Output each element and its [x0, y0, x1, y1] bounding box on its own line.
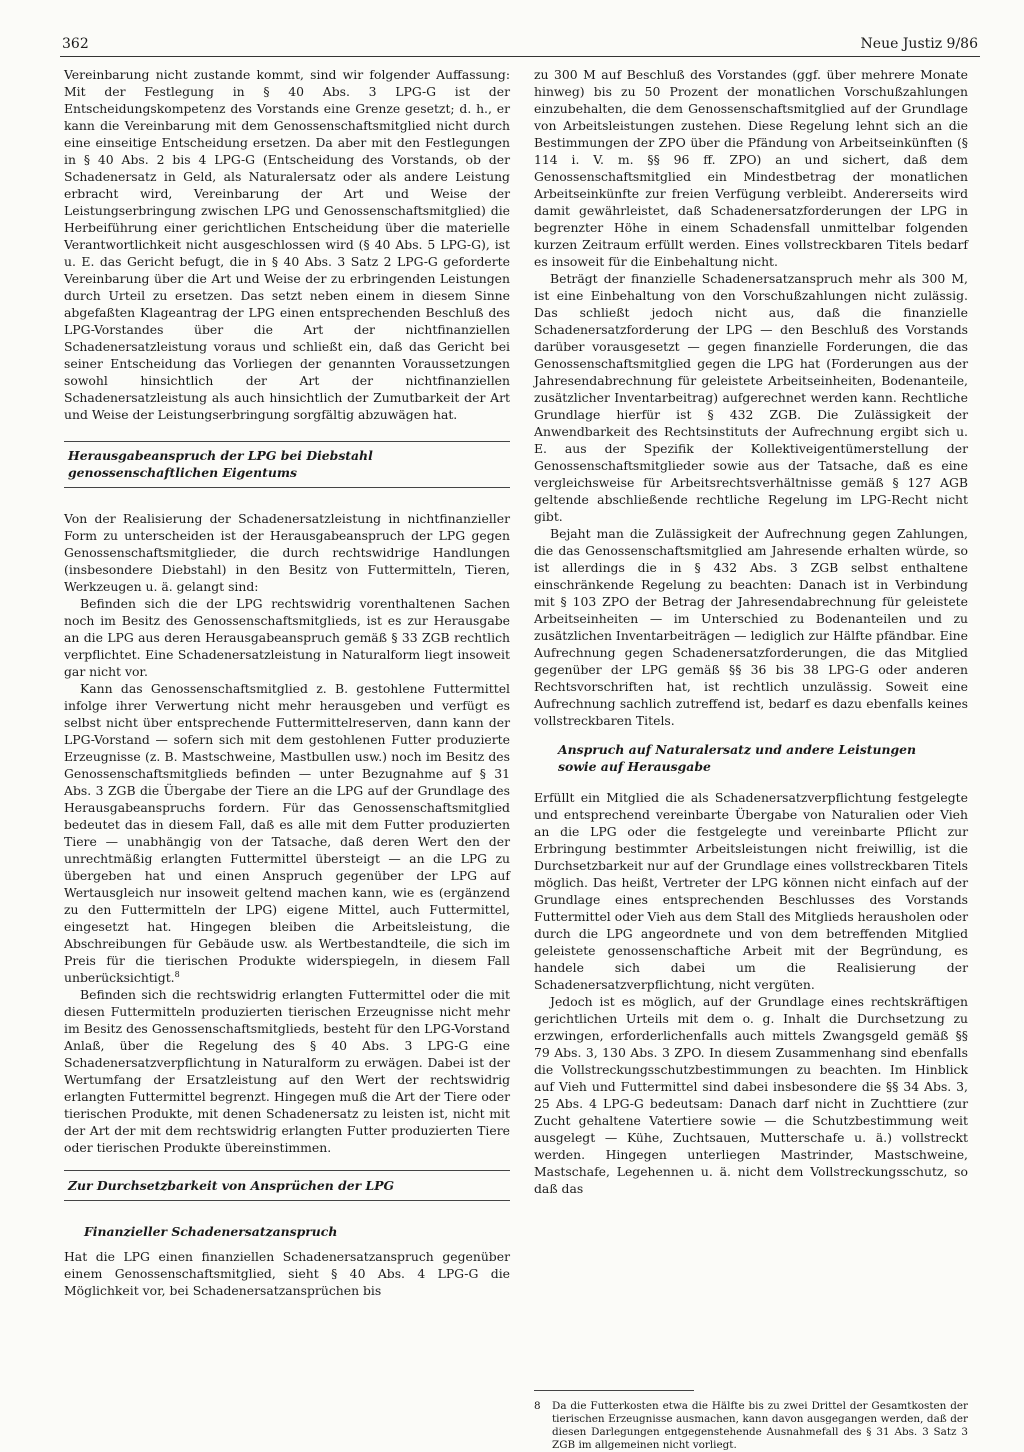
left-column	[64, 66, 510, 1299]
paragraph-text: Kann das Genossenschaftsmitglied z. B. gestohlene Futtermittel infolge ihrer Verwertung nicht mehr herausgeben und verfügt es selbst nicht über entsprechende Futtermittelreserven, dann kann der LPG-Vorstand — sofern sich mit dem gestohlenen Futter produzierte Erzeugnisse (z. B. Mastschweine, Mastbullen usw.) noch im Besitz des Genossenschaftsmitglieds befinden — unter Bezugnahme auf § 31 Abs. 3 ZGB die Übergabe der Tiere an die LPG auf der Grundlage des Herausgabeanspruchs fordern. Für das Genossenschaftsmitglied bedeutet das in diesem Fall, daß es alle mit dem Futter produzierten Tiere — unabhängig von der Tatsache, daß deren Wert den der unrechtmäßig erlangten Futtermittel übersteigt — an die LPG zu übergeben hat und einen Anspruch gegenüber der LPG auf Wertausgleich nur insoweit geltend machen kann, wie es (ergänzend zu den Futtermitteln der LPG) eigene Mittel, auch Futtermittel, eingesetzt hat. Hingegen bleiben die Arbeitsleistung, die Abschreibungen für Gebäude usw. als Wertbestandteile, die sich im Preis für die tierischen Produkte widerspiegeln, in diesem Fall unberücksichtigt.	[64, 681, 510, 985]
paragraph: zu 300 M auf Beschluß des Vorstandes (ggf. über mehrere Monate hinweg) bis zu 50 Prozent der monatlichen Vorschußzahlungen einzubehalten, die dem Genossenschaftsmitglied auf der Grundlage von Arbeitsleistungen zustehen. Diese Regelung lehnt sich an die Bestimmungen der ZPO über die Pfändung von Arbeitseinkünften (§ 114 i. V. m. §§ 96 ff. ZPO) an und sichert, daß dem Genossenschaftsmitglied ein Mindestbetrag der monatlichen Arbeitseinkünfte zur freien Verfügung verbleibt. Andererseits wird damit gewährleistet, daß Schadenersatzforderungen der LPG in begrenzter Höhe in einem Schadensfall unmittelbar folgenden kurzen Zeitraum erfüllt werden. Eines vollstreckbaren Titels bedarf es insoweit für die Einbehaltung nicht.	[534, 67, 968, 269]
paragraph: Erfüllt ein Mitglied die als Schadenersatzverpflichtung festgelegte und entsprechend vereinbarte Übergabe von Naturalien oder Vieh an die LPG oder die festgelegte und vereinbarte Pflicht zur Erbringung bestimmter Arbeitsleistungen nicht freiwillig, ist die Durchsetzbarkeit nur auf der Grundlage eines vollstreckbaren Titels möglich. Das heißt, Vertreter der LPG können nicht einfach auf der Grundlage eines entsprechenden Beschlusses des Vorstands Futtermittel oder Vieh aus dem Stall des Mitglieds herausholen oder durch die LPG angeordnete und von dem betreffenden Mitglied geleistete genossenschaftiche Arbeit mit der Begründung, es handele sich dabei um die Realisierung der Schadenersatzverpflichtung, nicht vergüten.	[534, 790, 968, 992]
paragraph: Hat die LPG einen finanziellen Schadenersatzanspruch gegenüber einem Genossenschaftsmitglied, sieht § 40 Abs. 4 LPG-G die Möglichkeit vor, bei Schadenersatzansprüchen bis	[64, 1249, 510, 1298]
section-heading-box	[64, 441, 510, 488]
paragraph: Befinden sich die rechtswidrig erlangten Futtermittel oder die mit diesen Futtermitteln produzierten tierischen Erzeugnisse nicht mehr im Besitz des Genossenschaftsmitglieds, besteht für den LPG-Vorstand Anlaß, über die Regelung des § 40 Abs. 3 LPG-G eine Schadenersatzverpflichtung in Naturalform zu erwägen. Dabei ist der Wertumfang der Ersatzleistung auf den Wert der rechtswidrig erlangten Futtermittel begrenzt. Hingegen muß die Art der Tiere oder tierischen Produkte, mit denen Schadenersatz zu leisten ist, nicht mit der Art der mit dem rechtswidrig erlangten Futter produzierten Tiere oder tierischen Produkte übereinstimmen.	[64, 987, 510, 1155]
section-heading: Zur Durchsetzbarkeit von Ansprüchen der LPG	[68, 1178, 395, 1193]
footnote	[534, 1400, 968, 1452]
footnote-ref: 8	[174, 969, 180, 979]
subsection-heading: Anspruch auf Naturalersatz und andere Leistungen	[558, 742, 917, 757]
section-heading-box	[64, 1170, 510, 1201]
paragraph: Beträgt der finanzielle Schadenersatzanspruch mehr als 300 M, ist eine Einbehaltung von den Vorschußzahlungen nicht zulässig. Das schließt jedoch nicht aus, daß die finanzielle Schadenersatzforderung der LPG — den Beschluß des Vorstands darüber vorausgesetzt — gegen finanzielle Forderungen, die das Genossenschaftsmitglied gegen die LPG hat (Forderungen aus der Jahresendabrechnung für geleistete Arbeitseinheiten, Bodenanteile, zusätzlicher Inventarbeitrag) aufgerechnet werden kann. Rechtliche Grundlage hierfür ist § 432 ZGB. Die Zulässigkeit der Anwendbarkeit des Rechtsinstituts der Aufrechnung ergibt sich u. E. aus der Spezifik der Kollektiveigentümerstellung der Genossenschaftsmitglieder sowie aus der Tatsache, daß es eine vergleichsweise für Arbeitsrechtsverhältnisse gemäß § 127 AGB geltende abschließende rechtliche Regelung im LPG-Recht nicht gibt.	[534, 271, 968, 524]
journal-title: Neue Justiz 9/86	[860, 36, 978, 52]
paragraph: Befinden sich die der LPG rechtswidrig vorenthaltenen Sachen noch im Besitz des Genossenschaftsmitglieds, ist es zur Herausgabe an die LPG aus deren Herausgabeanspruch gemäß § 33 ZGB rechtlich verpflichtet. Eine Schadenersatzleistung in Naturalform liegt insoweit gar nicht vor.	[64, 596, 510, 679]
paragraph: Vereinbarung nicht zustande kommt, sind wir folgender Auffassung: Mit der Festlegung in § 40 Abs. 3 LPG-G ist der Entscheidungskompetenz des Vorstands eine Grenze gesetzt; d. h., er kann die Vereinbarung mit dem Genossenschaftsmitglied nicht durch eine einseitige Entscheidung ersetzen. Da aber mit den Festlegungen in § 40 Abs. 2 bis 4 LPG-G (Entscheidung des Vorstands, ob der Schadenersatz in Geld, als Naturalersatz oder als andere Leistung erbracht wird, Vereinbarung der Art und Weise der Leistungserbringung zwischen LPG und Genossenschaftsmitglied) die Herbeiführung einer gerichtlichen Entscheidung über die materielle Verantwortlichkeit nicht ausgeschlossen wird (§ 40 Abs. 5 LPG-G), ist u. E. das Gericht befugt, die in § 40 Abs. 3 Satz 2 LPG-G geforderte Vereinbarung über die Art und Weise der zu erbringenden Leistungen durch Urteil zu ersetzen. Das setzt neben einem in diesem Sinne abgefaßten Klageantrag der LPG einen entsprechenden Beschluß des LPG-Vorstandes über die Art der nichtfinanziellen Schadenersatzleistung voraus und schließt ein, daß das Gericht bei seiner Entscheidung das Vorliegen der genannten Voraussetzungen sowohl hinsichtlich der Art der nichtfinanziellen Schadenersatzleistung als auch hinsichtlich der Zumutbarkeit der Art und Weise der Leistungserbringung sorgfältig abzuwägen hat.	[64, 67, 510, 422]
footnote-number: 8	[534, 1400, 541, 1412]
paragraph: Bejaht man die Zulässigkeit der Aufrechnung gegen Zahlungen, die das Genossenschaftsmitglied am Jahresende erhalten würde, so ist allerdings die in § 432 Abs. 3 ZGB selbst enthaltene einschränkende Regelung zu beachten: Danach ist in Verbindung mit § 103 ZPO der Betrag der Jahresendabrechnung für geleistete Arbeitseinheiten — im Unterschied zu Bodenanteilen und zu zusätzlichen Inventarbeiträgen — lediglich zur Hälfte pfändbar. Eine Aufrechnung gegen Schadenersatzforderungen, die das Mitglied gegenüber der LPG gemäß §§ 36 bis 38 LPG-G oder anderen Rechtsvorschriften hat, ist rechtlich unzulässig. Soweit eine Aufrechnung sachlich zutreffend ist, bedarf es dazu ebenfalls keines vollstreckbaren Titels.	[534, 526, 968, 728]
subsection-heading-block	[558, 741, 968, 775]
right-column	[534, 66, 968, 1197]
paragraph	[64, 680, 510, 986]
header-rule	[60, 56, 980, 57]
paragraph: Jedoch ist es möglich, auf der Grundlage eines rechtskräftigen gerichtlichen Urteils mit dem o. g. Inhalt die Durchsetzung zu erzwingen, erforderlichenfalls auch mittels Zwangsgeld gemäß §§ 79 Abs. 3, 130 Abs. 3 ZPO. In diesem Zusammenhang sind ebenfalls die Vollstreckungsschutzbestimmungen zu beachten. Im Hinblick auf Vieh und Futtermittel sind dabei insbesondere die §§ 34 Abs. 3, 25 Abs. 4 LPG-G bedeutsam: Danach darf nicht in Zuchttiere (zur Zucht gehaltene Vatertiere sowie — die Schutzbestimmung weit ausgelegt — Kühe, Zuchtsauen, Mutterschafe u. ä.) vollstreckt werden. Hingegen unterliegen Mastrinder, Mastschweine, Mastschafe, Legehennen u. ä. nicht dem Vollstreckungsschutz, so daß das	[534, 994, 968, 1196]
subsection-heading: Finanzieller Schadenersatzanspruch	[84, 1224, 338, 1239]
paragraph: Von der Realisierung der Schadenersatzleistung in nichtfinanzieller Form zu unterscheiden ist der Herausgabeanspruch der LPG gegen Genossenschaftsmitglieder, die durch rechtswidrige Handlungen (insbesondere Diebstahl) in den Besitz von Futtermitteln, Tieren, Werkzeugen u. ä. gelangt sind:	[64, 511, 510, 594]
section-heading: genossenschaftlichen Eigentums	[68, 465, 297, 480]
footnote-text: Da die Futterkosten etwa die Hälfte bis zu zwei Drittel der Gesamtkosten der tierischen Erzeugnisse ausmachen, kann davon ausgegangen werden, daß der diesen Darlegungen entgegenstehende Ausnahmefall des § 31 Abs. 3 Satz 3 ZGB im allgemeinen nicht vorliegt.	[552, 1400, 968, 1451]
section-heading: Herausgabeanspruch der LPG bei Diebstahl	[68, 448, 373, 463]
page-number: 362	[62, 36, 89, 52]
subsection-heading: sowie auf Herausgabe	[558, 759, 711, 774]
footnote-rule	[534, 1390, 694, 1391]
